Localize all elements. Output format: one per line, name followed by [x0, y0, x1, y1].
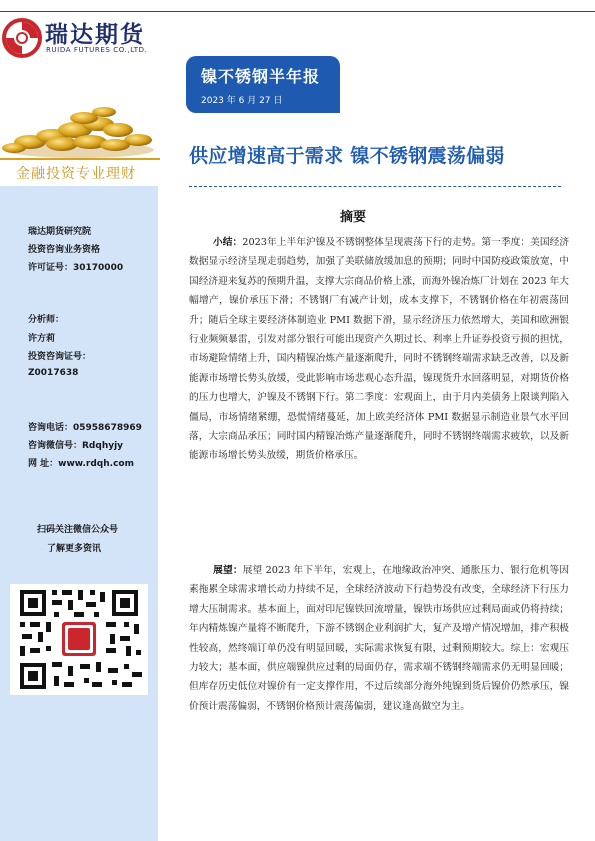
- report-type: 镍不锈钢半年报: [201, 67, 321, 86]
- outlook-text: 展望 2023 年下半年，宏观上，在地缘政治冲突、通胀压力、银行危机等因素拖累全球需求增长动力持续不足，全球经济波动下行趋势没有改变，全球经济下行压力增大压制需求。基本面上，面对印尼镍铁回流增量，镍铁市场供应过剩局面或仍将持续；年内精炼镍产量将不断爬升，下游不锈钢企业利润扩大，复产及增产情况增加，排产积极性较高，然终端订单仍没有明显回暖，实际需求恢复有限，过剩预期较大。综上：宏观压力较大；基本面，供应端镍供应过剩的局面仍存，需求端不锈钢终端需求仍无明显回暖；但库存历史低位对镍价有一定支撑作用，不过后续部分海外纯镍到货后镍价仍然承压，镍价预计震荡偏弱，不锈钢价格预计震荡偏弱，建议逢高做空为主。: [189, 565, 570, 712]
- summary-paragraph: [189, 233, 569, 466]
- headline-rule: [189, 186, 561, 187]
- abstract-heading: 摘要: [340, 210, 367, 225]
- sidebar: [0, 186, 158, 841]
- qr-code[interactable]: [10, 584, 148, 695]
- company-name-cn: 瑞达期货: [45, 22, 145, 48]
- consult-no-label: 投资咨询证号：: [28, 352, 92, 362]
- slogan: 金融投资专业理财: [16, 166, 136, 182]
- gold-coins-image: [0, 100, 160, 160]
- summary-label: 小结：: [213, 237, 243, 248]
- company-name-en: RUIDA FUTURES CO.,LTD.: [46, 46, 148, 54]
- analyst-label: 分析师：: [28, 315, 65, 325]
- report-headline: 供应增速高于需求 镍不锈钢震荡偏弱: [189, 145, 505, 167]
- summary-text: 2023年上半年沪镍及不锈钢整体呈现震荡下行的走势。第一季度：美国经济数据显示经济呈现走弱趋势，加强了美联储放缓加息的预期；同时中国防疫政策放宽，中国经济迎来复苏的预期升温，支撑大宗商品价格上涨，而海外镍冶炼厂计划在 2023 年大幅增产，镍价承压下滑；不锈钢厂有减产计划，成本支撑下，不锈钢价格在年初震荡回升；随后全球主要经济体制造业 PMI 数据下滑，显示经济压力依然增大，美国和欧洲银行业频频暴雷，引发对部分银行可能出现资产久期过长、利率上升证券投资亏损的担忧，市场避险情绪上升，国内精镍冶炼产量逐渐爬升，同时不锈钢终端需求缺乏改善，以及新能源市场增长势头放缓，受此影响市场悲观心态升温，镍现货升水回落明显，对期货价格的压力也增大，沪镍及不锈钢下行。第二季度：宏观面上，由于月内美债务上限谈判陷入僵局，市场情绪紧绷，恐慌情绪蔓延，加上欧美经济体 PMI 数据显示制造业景气水平回落，大宗商品承压；同时国内精镍冶炼产量逐渐爬升，同时不锈钢终端需求疲软，以及新能源市场增长势头放缓，期货价格承压。: [189, 237, 570, 462]
- institute: 瑞达期货研究院: [28, 227, 92, 237]
- wechat: 咨询微信号：Rdqhyjy: [28, 441, 124, 451]
- qr-code-icon: [10, 584, 148, 695]
- report-type-box: [186, 56, 340, 113]
- license: 许可证号：30170000: [28, 263, 124, 273]
- ruida-swirl-logo-icon: [2, 18, 42, 58]
- qualification: 投资咨询业务资格: [28, 245, 101, 255]
- top-rule: [0, 11, 595, 12]
- website: 网 址：www.rdqh.com: [28, 459, 134, 469]
- outlook-label: 展望：: [213, 565, 243, 576]
- analyst-name: 许方莉: [28, 334, 56, 344]
- outlook-paragraph: [189, 561, 569, 716]
- slogan-rule: [0, 158, 160, 160]
- phone: 咨询电话：05958678969: [28, 423, 142, 433]
- consult-no: Z0017638: [28, 368, 79, 378]
- report-date: 2023 年 6 月 27 日: [201, 96, 283, 106]
- scan-line-1: 扫码关注微信公众号: [37, 525, 119, 535]
- scan-line-2: 了解更多资讯: [47, 544, 102, 554]
- company-logo: [2, 16, 172, 60]
